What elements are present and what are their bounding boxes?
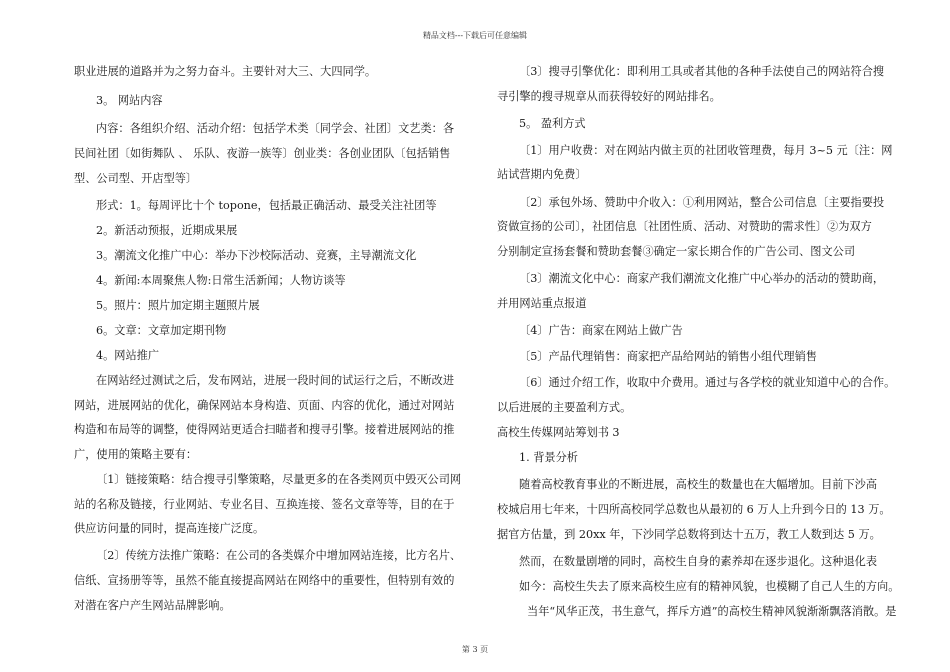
text-line: 然而，在数量剧增的同时，高校生自身的素养却在逐步退化。这种退化表 <box>519 555 878 568</box>
text-line: 〔2〕传统方法推广策略：在公司的各类媒介中增加网站连接，比方名片、 <box>96 549 462 562</box>
text-line: 〔6〕通过介绍工作，收取中介费用。通过与各学校的就业知道中心的合作。 <box>519 376 896 389</box>
text-line: 6。文章：文章加定期刊物 <box>96 324 227 337</box>
text-line: 〔1〕链接策略：结合搜寻引擎策略，尽量更多的在各类网页中毁灭公司网 <box>96 473 462 486</box>
text-line: 〔3〕潮流文化中心：商家产我们潮流文化推广中心举办的活动的赞助商， <box>519 272 885 285</box>
page-header: 精品文档---下载后可任意编辑 <box>422 31 528 40</box>
text-line: 站的名称及链接，行业网站、专业名目、互换连接、签名文章等等，目的在于 <box>74 498 455 511</box>
text-line: 职业进展的道路并为之努力奋斗。主要针对大三、大四同学。 <box>74 65 377 78</box>
text-line: 并用网站重点报道 <box>497 297 587 310</box>
text-line: 广，使用的策略主要有： <box>74 448 198 461</box>
text-line: 供应访问量的同时，提高连接广泛度。 <box>74 522 265 535</box>
text-line: 〔2〕承包外场、赞助中介收入：①利用网站，整合公司信息〔主要指要投 <box>519 196 885 209</box>
text-line: 高校生传媒网站筹划书 3 <box>497 426 620 439</box>
page-number: 第 3 页 <box>461 645 489 654</box>
text-line: 资做宣扬的公司〕，社团信息〔社团性质、活动、对赞助的需求性〕②为双方 <box>497 220 872 233</box>
text-line: 站试营期内免费〕 <box>497 168 587 181</box>
text-line: 以后进展的主要盈利方式。 <box>497 401 632 414</box>
text-line: 3。 网站内容 <box>96 94 163 107</box>
text-line: 形式：1。每周评比十个 topone，包括最正确活动、最受关注社团等 <box>96 199 437 212</box>
text-line: 如今：高校生失去了原来高校生应有的精神风貌，也模糊了自己人生的方向。 <box>519 580 900 593</box>
text-line: 1. 背景分析 <box>519 451 578 464</box>
text-line: 对潜在客户产生网站品牌影响。 <box>74 599 231 612</box>
text-line: 〔5〕产品代理销售：商家把产品给网站的销售小组代理销售 <box>519 350 817 363</box>
text-line: 5。 盈利方式 <box>519 117 586 130</box>
text-line: 构造和布局等的调整，使得网站更适合扫瞄者和搜寻引擎。接着进展网站的推 <box>74 423 455 436</box>
text-line: 〔4〕广告：商家在网站上做广告 <box>519 324 683 337</box>
text-line: 4。网站推广 <box>96 349 160 362</box>
text-line: 寻引擎的搜寻规章从而获得较好的网站排名。 <box>497 90 721 103</box>
text-line: 内容：各组织介绍、活动介绍：包括学术类〔同学会、社团〕文艺类：各 <box>96 122 455 135</box>
text-line: 2。新活动预报，近期成果展 <box>96 224 238 237</box>
text-line: 当年“风华正茂，书生意气，挥斥方遒”的高校生精神风貌渐渐飘落消散。是 <box>527 605 897 618</box>
text-line: 在网站经过测试之后，发布网站，进展一段时间的试运行之后，不断改进 <box>96 374 455 387</box>
text-line: 5。照片：照片加定期主题照片展 <box>96 299 260 312</box>
text-line: 网站，进展网站的优化，确保网站本身构造、页面、内容的优化，通过对网站 <box>74 399 455 412</box>
text-line: 〔3〕搜寻引擎优化：即利用工具或者其他的各种手法使自己的网站符合搜 <box>519 65 885 78</box>
text-line: 民间社团〔如街舞队 、 乐队、夜游一族等〕创业类：各创业团队〔包括销售 <box>74 147 451 160</box>
text-line: 〔1〕用户收费：对在网站内做主页的社团收管理费，每月 3~5 元〔注：网 <box>519 144 893 157</box>
text-line: 随着高校教育事业的不断进展，高校生的数量也在大幅增加。目前下沙高 <box>519 478 878 491</box>
text-line: 4。新闻:本周聚焦人物:日常生活新闻；人物访谈等 <box>96 274 346 287</box>
text-line: 信纸、宣扬册等等，虽然不能直接提高网站在网络中的重要性，但特别有效的 <box>74 574 455 587</box>
text-line: 分别制定宣扬套餐和赞助套餐③确定一家长期合作的广告公司、图文公司 <box>497 245 856 258</box>
text-line: 据官方估量，到 20xx 年，下沙同学总数将到达十五万，教工人数到达 5 万。 <box>497 528 881 541</box>
text-line: 校城启用七年来，十四所高校同学总数也从最初的 6 万人上升到今日的 13 万。 <box>497 503 891 516</box>
text-line: 3。潮流文化推广中心：举办下沙校际活动、竞赛，主导潮流文化 <box>96 249 417 262</box>
text-line: 型、公司型、开店型等〕 <box>74 172 198 185</box>
